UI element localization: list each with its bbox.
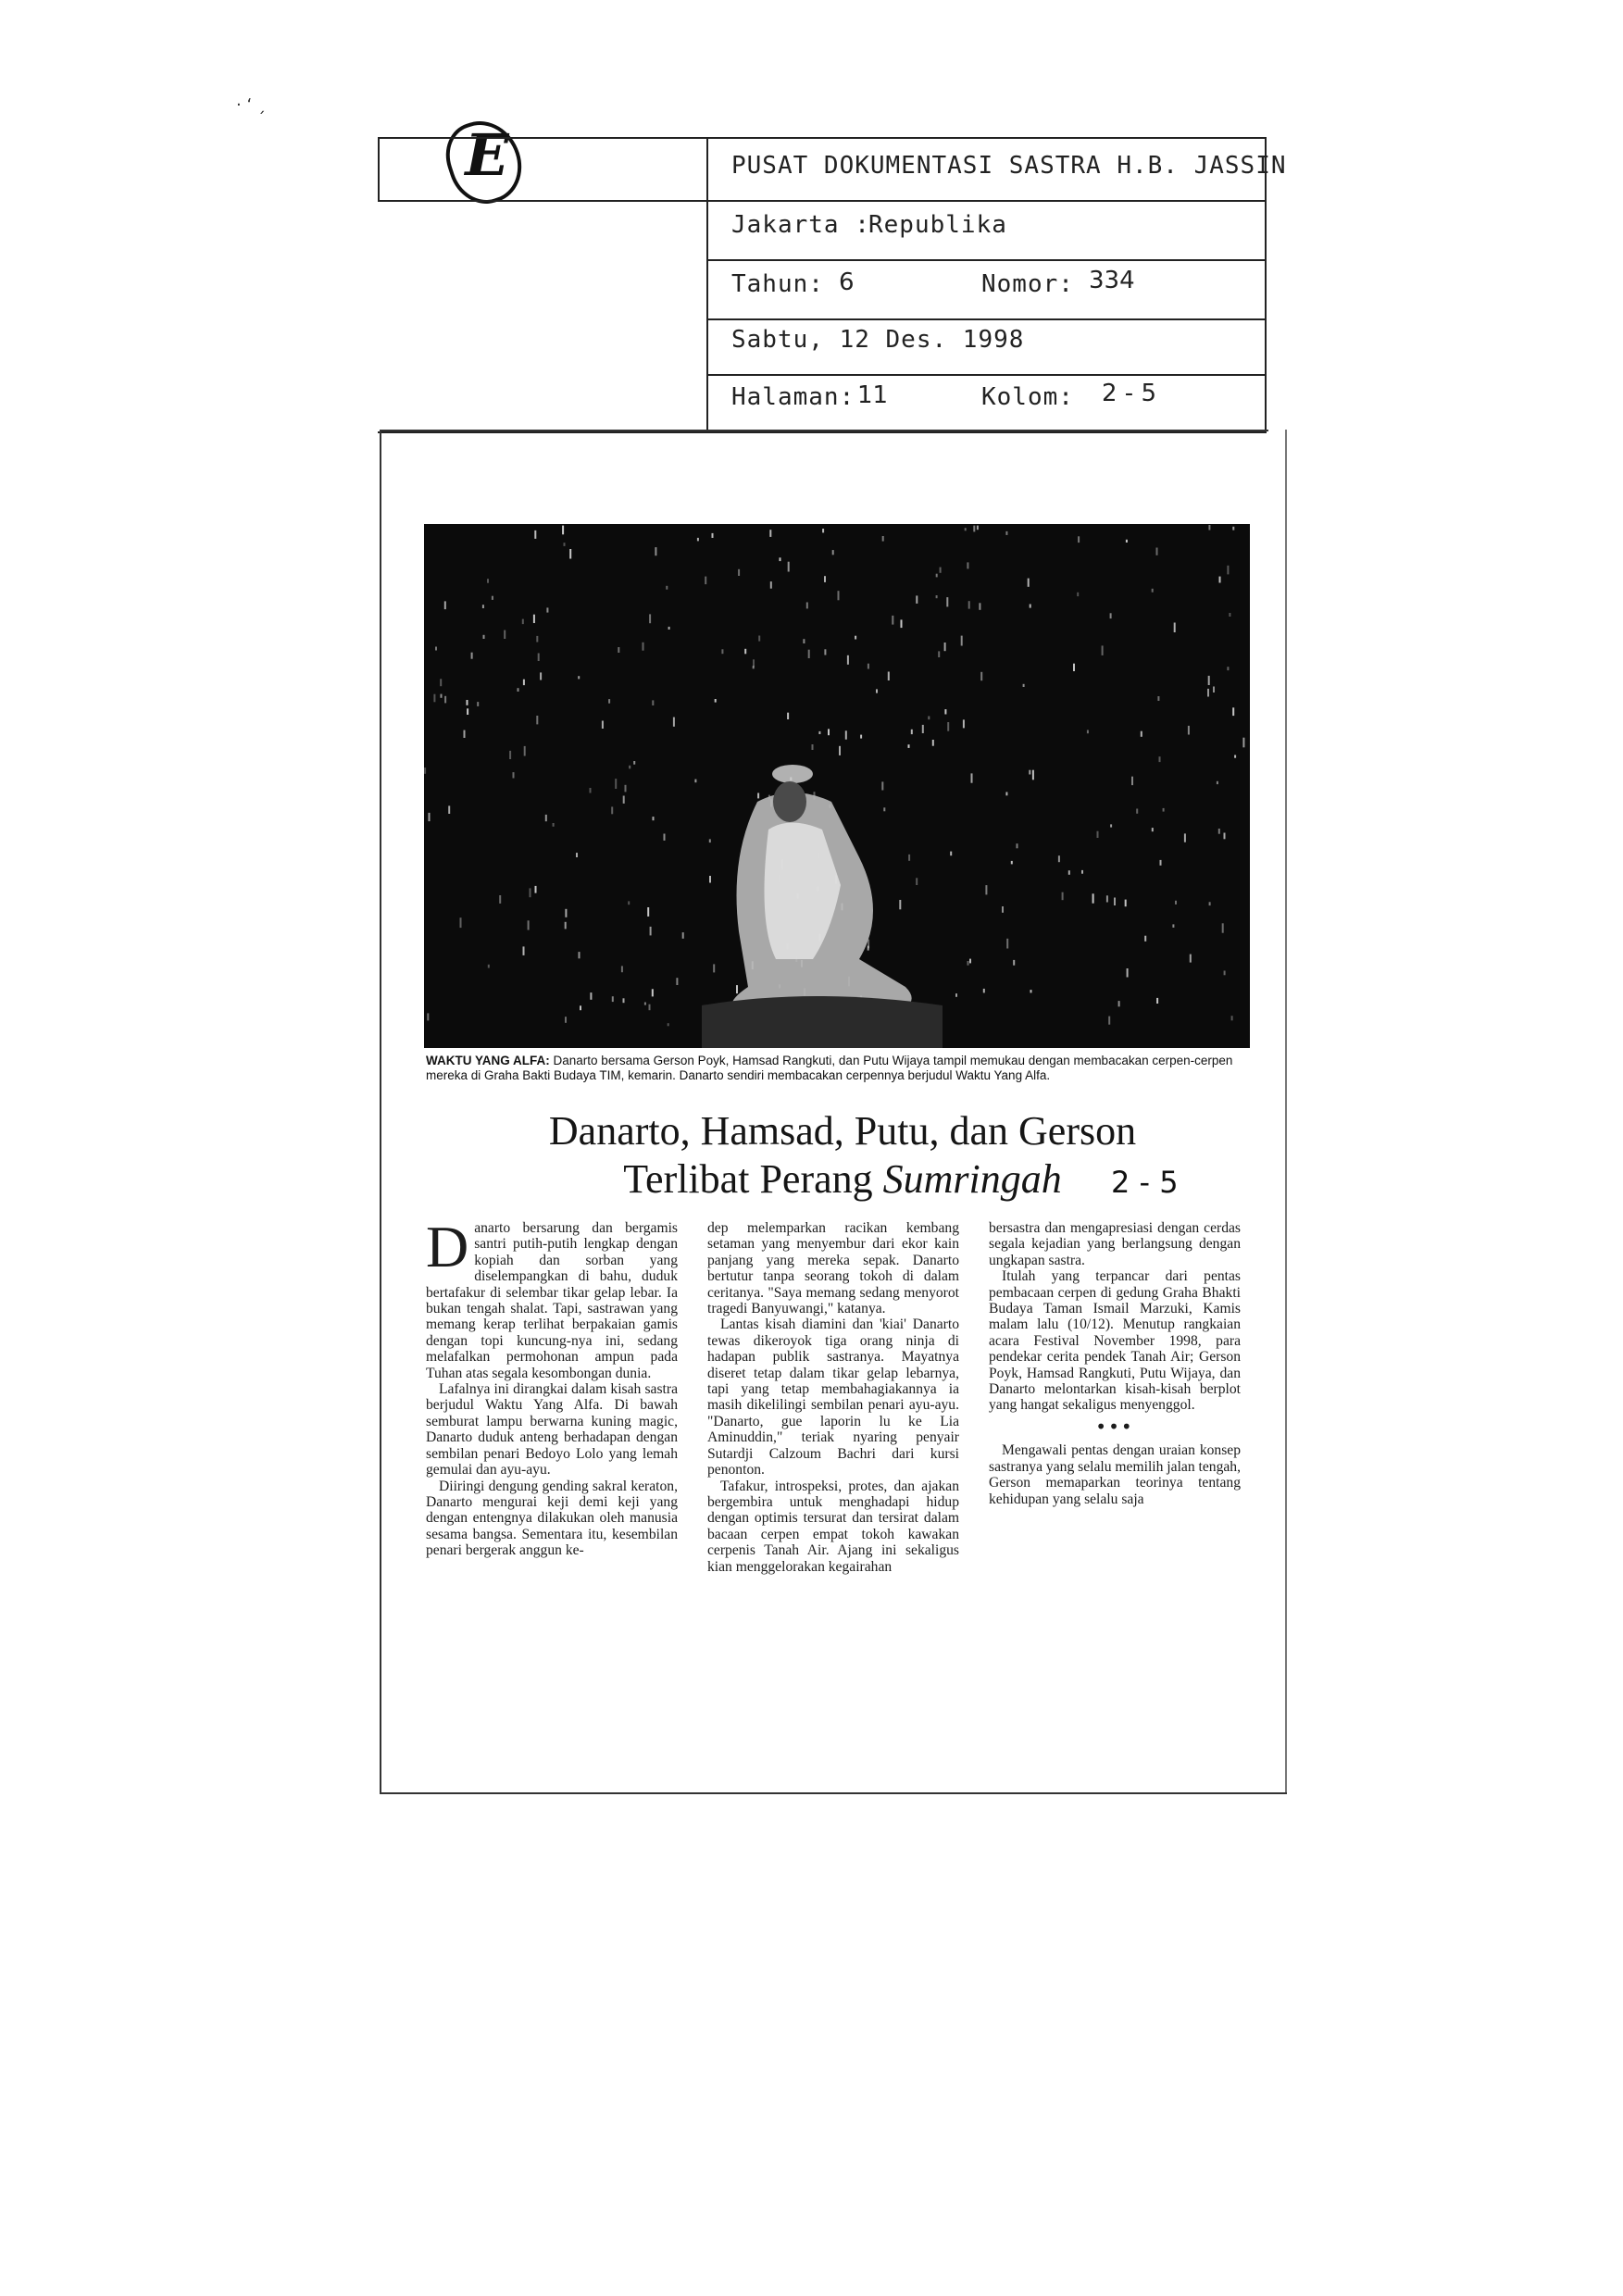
light-speck xyxy=(1131,777,1133,785)
light-speck xyxy=(1209,902,1211,905)
light-speck xyxy=(1108,1017,1110,1025)
light-speck xyxy=(682,932,684,939)
light-speck xyxy=(1106,895,1108,902)
light-speck xyxy=(1229,613,1230,617)
light-speck xyxy=(440,679,442,686)
light-speck xyxy=(916,878,918,885)
light-speck xyxy=(427,1013,429,1020)
light-speck xyxy=(1232,527,1234,530)
col1-paragraph-1: anarto bersarung dan bergamis santri putih-putih lengkap dengan kopiah dan sorban yang diselempangkan di bahu, duduk bertafakur di selembar tikar gelap lebar. Ia bukan tengah shalat. Tapi, sastrawan yang memang kerap terlihat berpakaian gamis dengan topi kuncung-nya ini, sedang melafalkan permohonan ampun pada Tuhan atas segala kesombongan dunia. xyxy=(426,1220,678,1381)
light-speck xyxy=(579,952,581,958)
handwritten-column-note: 2 - 5 xyxy=(1111,1165,1179,1200)
light-speck xyxy=(649,614,651,623)
light-speck xyxy=(1156,548,1158,555)
light-speck xyxy=(818,731,820,734)
light-speck xyxy=(647,907,649,917)
light-speck xyxy=(448,805,450,814)
page-value: 11 xyxy=(857,381,889,409)
light-speck xyxy=(744,649,746,655)
light-speck xyxy=(1217,781,1218,784)
light-speck xyxy=(1110,613,1112,618)
light-speck xyxy=(1224,833,1226,840)
light-speck xyxy=(758,636,760,642)
light-speck xyxy=(977,526,979,530)
stage-photo-image xyxy=(424,524,1250,1048)
light-speck xyxy=(488,965,490,968)
light-speck xyxy=(611,806,613,814)
light-speck xyxy=(523,680,525,685)
light-speck xyxy=(540,672,542,680)
light-speck xyxy=(1156,998,1158,1004)
col3-paragraph-2: Itulah yang terpancar dari pentas pembacaan cerpen di gedung Graha Bhakti Budaya Taman Ismail Marzuki, Kamis malam lalu (10/12). Menutup rangkaian acara Festival November 1998, para pendekar cerita pendek Tanah Air; Gerson Poyk, Hamsad Rangkuti, Putu Wijaya, dan Danarto melontarkan kisah-kisah berplot yang hangat sekaligus menyenggol. xyxy=(989,1268,1241,1414)
light-speck xyxy=(928,717,930,720)
light-speck xyxy=(769,530,771,537)
light-speck xyxy=(477,702,479,706)
light-speck xyxy=(770,581,772,589)
light-speck xyxy=(1144,936,1146,942)
light-speck xyxy=(1126,540,1128,543)
light-speck xyxy=(876,689,878,693)
light-speck xyxy=(612,996,614,1002)
col3-paragraph-3: Mengawali pentas dengan uraian konsep sastranya yang selalu memilih jalan tengah, Gerson memaparkan teorinya tentang kehidupan yang selalu saja xyxy=(989,1442,1241,1507)
light-speck xyxy=(1141,731,1142,737)
light-speck xyxy=(649,1004,651,1011)
light-speck xyxy=(832,550,834,555)
light-speck xyxy=(499,895,501,904)
light-speck xyxy=(883,807,885,811)
light-speck xyxy=(713,964,715,972)
light-speck xyxy=(715,699,717,703)
light-speck xyxy=(1208,676,1210,685)
col1-paragraph-3: Diiringi dengung gending sakral keraton, Danarto mengurai keji demi keji yang dengan entengnya dilakukan oleh manusia sesama bangsa. Sementara itu, kesembilan penari bergerak anggun ke- xyxy=(426,1478,678,1559)
light-speck xyxy=(523,946,525,955)
photo-caption xyxy=(426,1054,1250,1083)
light-speck xyxy=(855,636,856,640)
light-speck xyxy=(806,603,808,609)
light-speck xyxy=(1242,738,1244,748)
light-speck xyxy=(940,568,942,573)
light-speck xyxy=(1125,900,1127,907)
light-speck xyxy=(1184,833,1186,842)
light-speck xyxy=(932,740,934,746)
light-speck xyxy=(860,735,862,739)
light-speck xyxy=(1172,924,1174,928)
light-speck xyxy=(757,793,759,799)
column-label: Kolom: xyxy=(981,383,1074,411)
light-speck xyxy=(803,639,805,643)
form-row-line xyxy=(708,259,1265,261)
light-speck xyxy=(602,721,604,730)
light-speck xyxy=(444,696,446,704)
light-speck xyxy=(625,785,627,792)
light-speck xyxy=(564,543,566,546)
light-speck xyxy=(565,909,567,917)
light-speck xyxy=(534,530,536,539)
light-speck xyxy=(528,920,530,930)
form-row-line xyxy=(708,374,1265,376)
light-speck xyxy=(983,989,985,993)
light-speck xyxy=(822,529,824,532)
light-speck xyxy=(562,526,564,535)
light-speck xyxy=(545,815,547,821)
light-speck xyxy=(697,538,699,542)
light-speck xyxy=(888,672,890,681)
light-speck xyxy=(1118,1001,1120,1006)
col3-paragraph-1: bersastra dan mengapresiasi dengan cerdas segala kejadian yang berlangsung dengan ungkapan sastra. xyxy=(989,1220,1241,1268)
light-speck xyxy=(553,823,555,827)
article-column-2 xyxy=(707,1220,959,1575)
light-speck xyxy=(590,992,592,1000)
light-speck xyxy=(828,729,830,735)
light-speck xyxy=(709,839,711,842)
light-speck xyxy=(546,607,548,612)
light-speck xyxy=(1208,525,1210,530)
light-speck xyxy=(1078,536,1080,543)
light-speck xyxy=(433,694,435,703)
light-speck xyxy=(950,852,952,856)
light-speck xyxy=(464,730,466,738)
light-speck xyxy=(709,876,711,883)
article-column-3 xyxy=(989,1220,1241,1507)
light-speck xyxy=(1062,892,1064,901)
light-speck xyxy=(565,1017,567,1023)
light-speck xyxy=(492,596,493,600)
light-speck xyxy=(518,688,519,692)
light-speck xyxy=(979,603,980,610)
light-speck xyxy=(424,767,426,774)
form-row-line xyxy=(708,200,1265,202)
light-speck xyxy=(1005,531,1007,535)
col2-paragraph-2: Lantas kisah diamini dan 'kiai' Danarto tewas dikeroyok tiga orang ninja di hadapan publik sastranya. Mayatnya diseret tetap dalam tikar gelap lebarnya, tapi yang tetap membahagiakannya ia masih dikelilingi sembilan penari ayu-ayu. "Danarto, gue laporin lu ke Lia Aminuddin," teriak nyaring penyair Sutardji Calzoum Bachri dari kursi penonton. xyxy=(707,1316,959,1479)
light-speck xyxy=(947,722,949,731)
light-speck xyxy=(569,549,571,559)
light-speck xyxy=(1092,893,1094,903)
light-speck xyxy=(471,653,473,659)
light-speck xyxy=(435,647,437,651)
light-speck xyxy=(936,574,938,578)
clipping-frame-left xyxy=(380,430,381,1794)
col1-paragraph-2: Lafalnya ini dirangkai dalam kisah sastra berjudul Waktu Yang Alfa. Di bawah semburat lampu berwarna kuning magic, Danarto duduk anteng berhadapan dengan sembilan penari Bedoyo Lolo yang lemah gemulai dan ayu-ayu. xyxy=(426,1381,678,1479)
light-speck xyxy=(1011,861,1013,865)
light-speck xyxy=(1114,898,1116,906)
caption-text: Danarto bersama Gerson Poyk, Hamsad Rangkuti, dan Putu Wijaya tampil memukau dengan membacakan cerpen-cerpen mereka di Graha Bakti Budaya TIM, kemarin. Danarto sendiri membacakan cerpennya berjudul Waktu Yang Alfa. xyxy=(426,1054,1233,1082)
light-speck xyxy=(965,528,967,530)
light-speck xyxy=(721,649,723,654)
column-value: 2 - 5 xyxy=(1102,380,1156,407)
light-speck xyxy=(1002,906,1004,913)
number-label: Nomor: xyxy=(981,270,1074,298)
form-divider xyxy=(706,137,708,430)
light-speck xyxy=(1222,923,1224,932)
light-speck xyxy=(1190,955,1192,963)
light-speck xyxy=(533,615,535,623)
light-speck xyxy=(1227,667,1229,670)
light-speck xyxy=(901,619,903,628)
clipping-frame-bottom xyxy=(380,1792,1287,1794)
light-speck xyxy=(1175,901,1177,905)
light-speck xyxy=(1163,808,1165,812)
light-speck xyxy=(1136,809,1138,814)
light-speck xyxy=(1087,730,1089,734)
light-speck xyxy=(944,709,946,714)
light-speck xyxy=(1160,860,1162,866)
light-speck xyxy=(938,651,940,657)
light-speck xyxy=(847,655,849,665)
light-speck xyxy=(1102,645,1104,655)
light-speck xyxy=(694,780,696,783)
light-speck xyxy=(1013,960,1015,966)
light-speck xyxy=(961,636,963,646)
light-speck xyxy=(618,647,619,653)
light-speck xyxy=(944,643,946,651)
light-speck xyxy=(1234,755,1236,758)
light-speck xyxy=(1073,664,1075,671)
light-speck xyxy=(824,576,826,582)
light-speck xyxy=(808,650,810,658)
light-speck xyxy=(629,766,630,769)
light-speck xyxy=(1097,831,1099,838)
light-speck xyxy=(882,536,884,542)
light-speck xyxy=(668,1023,669,1026)
light-speck xyxy=(1028,579,1030,587)
date-value: Sabtu, 12 Des. 1998 xyxy=(731,326,1025,354)
light-speck xyxy=(1005,792,1007,796)
light-speck xyxy=(580,1005,581,1010)
light-speck xyxy=(530,888,531,897)
light-speck xyxy=(1029,770,1030,775)
light-speck xyxy=(1224,971,1226,976)
light-speck xyxy=(673,718,675,727)
col2-paragraph-1: dep melemparkan racikan kembang setaman yang menyembur dari ekor kain panjang yang mereka sepak. Danarto bertutur tanpa seorang tokoh di dalam ceritanya. "Saya memang sedang menyorot tragedi Banyuwangi," katanya. xyxy=(707,1220,959,1317)
light-speck xyxy=(1152,589,1154,593)
caption-lead: WAKTU YANG ALFA: xyxy=(426,1054,550,1067)
light-speck xyxy=(955,993,957,997)
light-speck xyxy=(1152,828,1154,831)
light-speck xyxy=(1030,605,1031,608)
light-speck xyxy=(712,533,714,538)
light-speck xyxy=(1207,689,1209,697)
light-speck xyxy=(444,601,446,609)
light-speck xyxy=(922,725,924,733)
light-speck xyxy=(676,978,678,985)
light-speck xyxy=(653,817,655,820)
light-speck xyxy=(429,813,431,821)
archive-logo: E xyxy=(465,121,509,189)
light-speck xyxy=(633,761,635,765)
margin-scribble: · ‘ ˏ xyxy=(236,95,266,115)
light-speck xyxy=(1077,593,1079,596)
light-speck xyxy=(509,751,511,759)
light-speck xyxy=(892,616,893,625)
year-label: Tahun: xyxy=(731,270,824,298)
light-speck xyxy=(536,636,538,643)
light-speck xyxy=(936,595,938,598)
light-speck xyxy=(985,885,987,894)
light-speck xyxy=(980,672,982,680)
light-speck xyxy=(628,901,630,905)
light-speck xyxy=(668,627,670,630)
light-speck xyxy=(460,917,462,928)
light-speck xyxy=(967,562,968,568)
light-speck xyxy=(968,601,970,608)
light-speck xyxy=(535,886,537,893)
light-speck xyxy=(590,788,592,793)
light-speck xyxy=(787,713,789,719)
number-value: 334 xyxy=(1089,267,1135,294)
light-speck xyxy=(1127,968,1129,978)
light-speck xyxy=(652,989,654,996)
light-speck xyxy=(1032,770,1034,780)
light-speck xyxy=(1218,829,1220,834)
light-speck xyxy=(467,708,468,715)
light-speck xyxy=(780,557,781,561)
light-speck xyxy=(621,966,623,972)
stage-photo xyxy=(424,524,1250,1048)
light-speck xyxy=(881,781,883,790)
light-speck xyxy=(615,779,617,789)
light-speck xyxy=(1174,623,1176,633)
light-speck xyxy=(608,699,610,704)
light-speck xyxy=(812,744,814,750)
institution-name: PUSAT DOKUMENTASI SASTRA H.B. JASSIN xyxy=(731,152,1287,180)
light-speck xyxy=(1232,707,1234,716)
light-speck xyxy=(788,562,790,572)
light-speck xyxy=(655,547,656,555)
headline-line-1: Danarto, Hamsad, Putu, dan Gerson xyxy=(548,1108,1137,1154)
light-speck xyxy=(565,922,567,930)
publication-name: Republika xyxy=(868,211,1007,239)
light-speck xyxy=(538,654,540,662)
light-speck xyxy=(908,855,910,861)
light-speck xyxy=(650,927,652,936)
light-speck xyxy=(736,985,738,993)
light-speck xyxy=(504,630,506,639)
light-speck xyxy=(623,796,625,804)
light-speck xyxy=(1159,756,1161,762)
light-speck xyxy=(839,746,841,755)
year-value: 6 xyxy=(839,268,855,296)
light-speck xyxy=(524,746,526,756)
light-speck xyxy=(908,744,910,748)
light-speck xyxy=(644,1003,646,1005)
light-speck xyxy=(1006,939,1008,949)
headline-line-2-main: Terlibat Perang xyxy=(623,1156,873,1202)
light-speck xyxy=(664,834,666,841)
light-speck xyxy=(753,659,755,667)
light-speck xyxy=(513,772,515,778)
light-speck xyxy=(1030,990,1032,992)
headline-line-2-italic: Sumringah xyxy=(882,1156,1062,1202)
light-speck xyxy=(643,643,644,651)
article-column-1 xyxy=(426,1214,678,1559)
col2-paragraph-3: Tafakur, introspeksi, protes, dan ajakan bergembira untuk menghadapi hidup dengan optimis tersurat dan tersirat dalam bacaan cerpen empat tokoh kawakan cerpenis Tanah Air. Ajang ini sekaligus kian menggelorakan kegairahan xyxy=(707,1478,959,1575)
light-speck xyxy=(1219,577,1221,583)
light-speck xyxy=(824,649,826,655)
light-speck xyxy=(666,586,668,590)
light-speck xyxy=(576,853,578,857)
light-speck xyxy=(916,595,918,604)
light-speck xyxy=(441,694,443,698)
light-speck xyxy=(963,719,965,728)
form-row-line xyxy=(708,318,1265,320)
light-speck xyxy=(738,569,740,576)
light-speck xyxy=(483,635,485,639)
light-speck xyxy=(1227,566,1229,575)
light-speck xyxy=(1110,824,1112,827)
section-break-bullets: ••• xyxy=(1095,1415,1134,1438)
light-speck xyxy=(973,526,975,532)
light-speck xyxy=(1188,726,1190,735)
light-speck xyxy=(1213,687,1215,693)
light-speck xyxy=(968,961,969,966)
light-speck xyxy=(845,730,847,739)
light-speck xyxy=(971,773,973,782)
light-speck xyxy=(946,597,948,606)
light-speck xyxy=(1068,870,1070,875)
city-label: Jakarta : xyxy=(731,211,870,239)
clipping-frame-right xyxy=(1285,430,1287,1794)
light-speck xyxy=(969,959,971,964)
light-speck xyxy=(1231,1016,1233,1020)
light-speck xyxy=(578,676,580,679)
light-speck xyxy=(536,716,538,724)
light-speck xyxy=(1023,684,1025,687)
light-speck xyxy=(623,998,625,1003)
light-speck xyxy=(1081,870,1083,874)
light-speck xyxy=(868,946,869,951)
light-speck xyxy=(705,577,706,585)
light-speck xyxy=(522,619,524,625)
light-speck xyxy=(467,700,468,705)
clipping-frame-top xyxy=(380,430,1268,431)
light-speck xyxy=(838,591,840,600)
light-speck xyxy=(911,730,913,734)
light-speck xyxy=(482,605,484,608)
light-speck xyxy=(1058,855,1060,862)
page-label: Halaman: xyxy=(731,383,855,411)
light-speck xyxy=(899,900,901,909)
light-speck xyxy=(868,664,869,669)
light-speck xyxy=(487,579,489,583)
drop-cap: D xyxy=(426,1214,469,1279)
light-speck xyxy=(652,700,654,705)
light-speck xyxy=(1157,696,1159,701)
light-speck xyxy=(1017,843,1018,848)
